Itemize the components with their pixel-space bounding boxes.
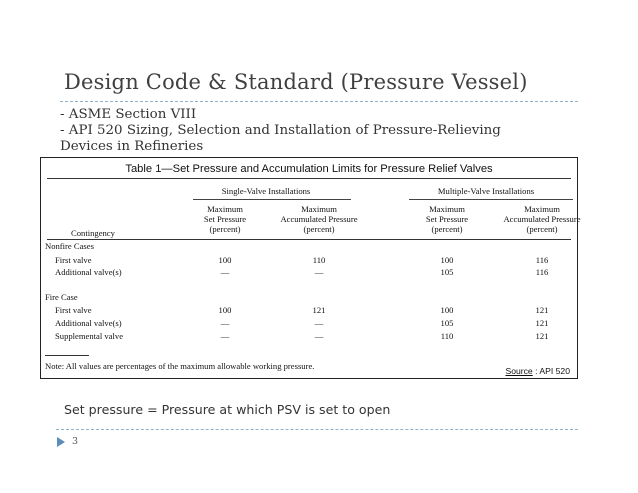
cell: 116 (535, 255, 549, 265)
cell: 121 (312, 305, 326, 315)
header-accum-pressure-single: Maximum Accumulated Pressure (percent) (280, 204, 358, 234)
cell: 116 (535, 267, 549, 277)
source-label: Source (505, 366, 533, 376)
row-label: First valve (55, 255, 92, 265)
bullet-asme: - ASME Section VIII (60, 107, 197, 122)
row-label: Additional valve(s) (55, 318, 122, 328)
cell: 100 (440, 305, 454, 315)
group-single-underline (193, 199, 351, 200)
cell: 121 (535, 305, 549, 315)
note-separator (45, 355, 89, 356)
header-bottom-rule (47, 239, 571, 240)
header-set-pressure-single: Maximum Set Pressure (percent) (203, 204, 247, 234)
table-source (505, 366, 570, 376)
header-accum-pressure-multiple: Maximum Accumulated Pressure (percent) (503, 204, 581, 234)
cell: 105 (440, 318, 454, 328)
bullet-list (60, 107, 580, 155)
cell: 100 (218, 305, 232, 315)
bullet-api520-cont: Devices in Refineries (60, 139, 204, 154)
slide-title: Design Code & Standard (Pressure Vessel) (64, 70, 528, 94)
cell: 105 (440, 267, 454, 277)
api520-table-image (40, 157, 581, 379)
group-multiple-underline (409, 199, 573, 200)
cell: — (314, 331, 324, 341)
cell: 100 (440, 255, 454, 265)
cell: — (220, 331, 230, 341)
cell: 100 (218, 255, 232, 265)
footer-divider (56, 429, 578, 430)
cell: 121 (535, 331, 549, 341)
cell: 121 (535, 318, 549, 328)
cell: 110 (440, 331, 454, 341)
row-label: Supplemental valve (55, 331, 124, 341)
cell: — (314, 267, 324, 277)
group-single-valve: Single-Valve Installations (221, 186, 311, 196)
group-multiple-valve: Multiple-Valve Installations (437, 186, 535, 196)
triangle-bullet-icon (56, 436, 66, 448)
header-set-pressure-multiple: Maximum Set Pressure (percent) (425, 204, 469, 234)
source-value: : API 520 (535, 366, 570, 376)
section-fire: Fire Case (45, 292, 78, 302)
table-top-rule (47, 178, 571, 179)
section-nonfire: Nonfire Cases (45, 241, 94, 251)
table-caption: Table 1—Set Pressure and Accumulation Limits for Pressure Relief Valves (125, 163, 493, 175)
row-label: First valve (55, 305, 92, 315)
cell: — (220, 267, 230, 277)
header-contingency: Contingency (71, 228, 115, 238)
cell: 110 (312, 255, 326, 265)
triangle-shape (57, 437, 65, 447)
set-pressure-definition: Set pressure = Pressure at which PSV is set to open (64, 402, 391, 417)
row-label: Additional valve(s) (55, 267, 122, 277)
page-number: 3 (72, 436, 79, 447)
cell: — (314, 318, 324, 328)
table-note: Note: All values are percentages of the maximum allowable working pressure. (45, 361, 315, 371)
bullet-api520: - API 520 Sizing, Selection and Installation of Pressure-Relieving (60, 123, 501, 138)
cell: — (220, 318, 230, 328)
title-divider (60, 101, 578, 102)
